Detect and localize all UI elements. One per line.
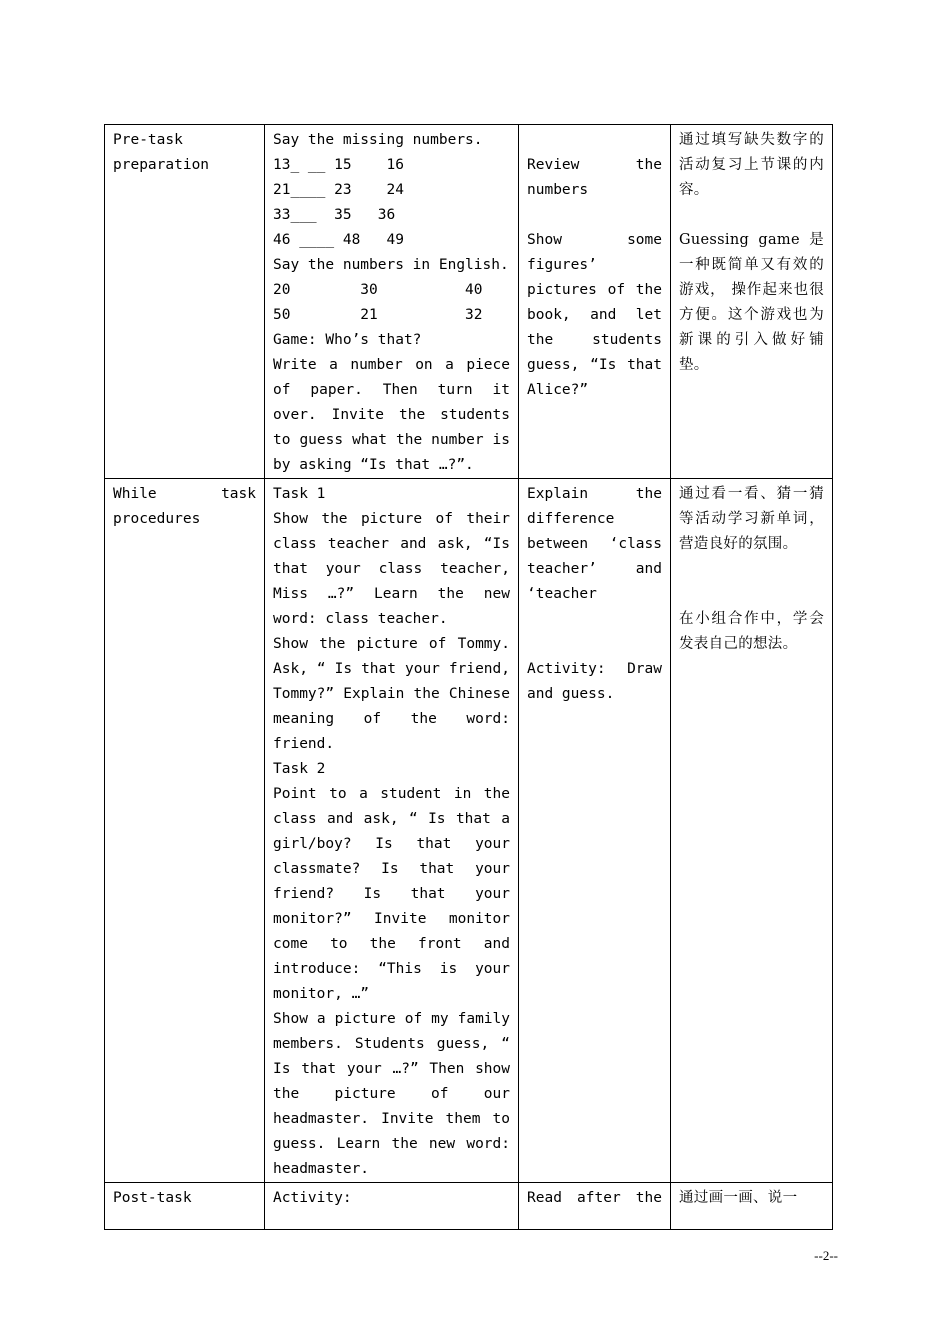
- procedure-line: 33___ 35 36: [273, 207, 396, 223]
- procedure-line: Game: Who’s that?: [273, 332, 422, 348]
- purpose-cell: [519, 125, 671, 479]
- purpose-text: Read after the: [527, 1190, 662, 1206]
- notes-cell: [671, 1183, 833, 1230]
- procedure-line: Activity:: [273, 1190, 352, 1206]
- stage-cell: [105, 479, 265, 1183]
- procedure-line: 20 30 40: [273, 282, 483, 298]
- notes-cell: [671, 125, 833, 479]
- stage-label: While task procedures: [113, 486, 256, 527]
- purpose-cell: [519, 1183, 671, 1230]
- notes-text: 通过画一画、说一: [679, 1190, 798, 1206]
- notes-cell: [671, 479, 833, 1183]
- procedure-cell: [265, 479, 519, 1183]
- purpose-text: Activity: Draw and guess.: [527, 661, 662, 702]
- stage-label: preparation: [113, 157, 210, 173]
- task-title: Task 2: [273, 761, 326, 777]
- procedure-cell: [265, 125, 519, 479]
- procedure-paragraph: Show the picture of Tommy. Ask, “ Is that your friend, Tommy?” Explain the Chinese meaning of the word: friend.: [273, 636, 510, 752]
- stage-label: Post-task: [113, 1190, 192, 1206]
- page-number: --2--: [814, 1248, 838, 1263]
- procedure-line: Say the numbers in English.: [273, 257, 509, 273]
- procedure-line: 13_ __ 15 16: [273, 157, 404, 173]
- table-row: [105, 125, 833, 479]
- notes-text: 通过看一看、猜一猜等活动学习新单词，营造良好的氛围。: [679, 486, 824, 552]
- stage-cell: [105, 125, 265, 479]
- purpose-text: Review the numbers: [527, 157, 662, 198]
- procedure-paragraph: Show the picture of their class teacher and ask, “Is that your class teacher, Miss …?” Learn the new word: class teacher.: [273, 511, 510, 627]
- stage-label: Pre-task: [113, 132, 183, 148]
- notes-text: 在小组合作中，学会发表自己的想法。: [679, 611, 824, 652]
- procedure-line: Say the missing numbers.: [273, 132, 483, 148]
- purpose-cell: [519, 479, 671, 1183]
- notes-text: Guessing game 是一种既简单又有效的游戏， 操作起来也很方便。这个游戏也为新课的引入做好铺垫。: [679, 232, 824, 373]
- stage-cell: [105, 1183, 265, 1230]
- purpose-text: Explain the difference between ‘class teacher’ and ‘teacher: [527, 486, 662, 602]
- procedure-cell: [265, 1183, 519, 1230]
- procedure-line: 21____ 23 24: [273, 182, 404, 198]
- lesson-plan-table: [104, 124, 833, 1230]
- notes-text: 通过填写缺失数字的活动复习上节课的内容。: [679, 132, 824, 198]
- procedure-line: 50 21 32: [273, 307, 483, 323]
- procedure-paragraph: Write a number on a piece of paper. Then turn it over. Invite the students to guess what the number is by asking “Is that …?”.: [273, 357, 510, 473]
- purpose-text: Show some figures’ pictures of the book, and let the students guess, “Is that Alice?”: [527, 232, 662, 398]
- table-row: [105, 479, 833, 1183]
- procedure-paragraph: Point to a student in the class and ask, “ Is that a girl/boy? Is that your classmate? Is that your friend? Is that your monitor?” Invite monitor come to the front and introduce: “This is your monitor, …”: [273, 786, 510, 1002]
- procedure-paragraph: Show a picture of my family members. Students guess, “ Is that your …?” Then show the picture of our headmaster. Invite them to guess. Learn the new word: headmaster.: [273, 1011, 510, 1177]
- table-row: [105, 1183, 833, 1230]
- task-title: Task 1: [273, 486, 326, 502]
- procedure-line: 46 ____ 48 49: [273, 232, 404, 248]
